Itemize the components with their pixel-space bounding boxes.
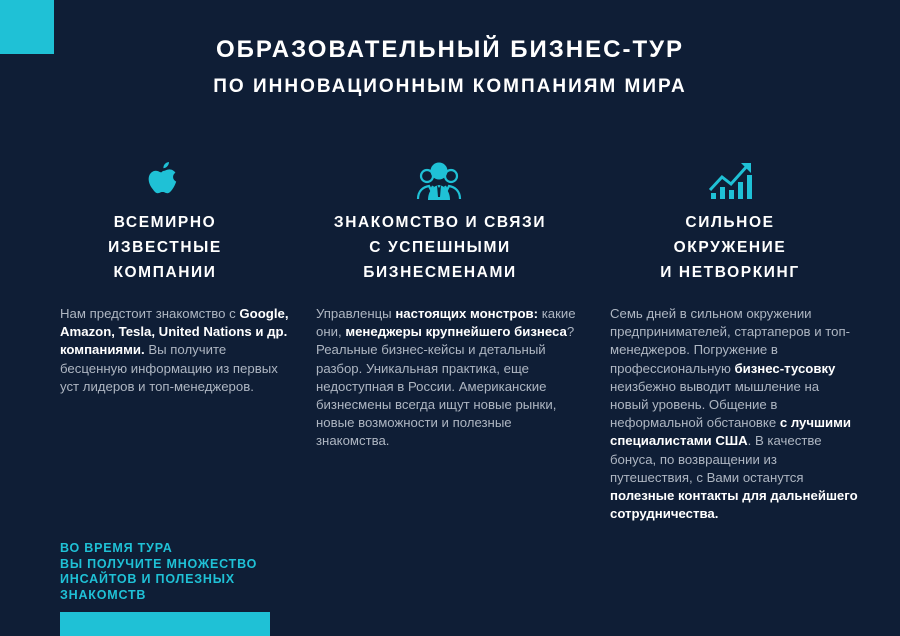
callout-line: ВО ВРЕМЯ ТУРА bbox=[60, 541, 173, 555]
title-line-2: ПО ИННОВАЦИОННЫМ КОМПАНИЯМ МИРА bbox=[213, 76, 687, 97]
column-2-title-line: С УСПЕШНЫМИ bbox=[369, 239, 511, 256]
column-3-title bbox=[630, 210, 830, 285]
body-text: какие они, bbox=[316, 306, 576, 340]
column-1-text bbox=[60, 305, 292, 396]
body-text: Нам предстоит знакомство с bbox=[60, 306, 240, 321]
column-1-title-line: КОМПАНИИ bbox=[113, 264, 217, 281]
body-text: Управленцы bbox=[316, 306, 396, 321]
body-text: Вы получите бесценную информацию из первых уст лидеров и топ-менеджеров. bbox=[60, 342, 278, 394]
column-3-title-line: И НЕТВОРКИНГ bbox=[660, 264, 800, 281]
column-2-title-line: ЗНАКОМСТВО И СВЯЗИ bbox=[333, 214, 547, 231]
emphasis-text: менеджеры крупнейшего бизнеса bbox=[345, 324, 567, 340]
emphasis-text: бизнес-тусовку bbox=[734, 360, 836, 376]
emphasis-text: с лучшими специалистами США bbox=[610, 415, 852, 449]
column-3-title-line: ОКРУЖЕНИЕ bbox=[673, 239, 787, 256]
emphasis-text: настоящих монстров: bbox=[395, 306, 539, 321]
column-2-title bbox=[310, 210, 570, 285]
callout-line: ИНСАЙТОВ И ПОЛЕЗНЫХ bbox=[60, 572, 235, 586]
bottom-accent-bar bbox=[60, 612, 270, 636]
body-text: . В качестве бонуса, по возвращении из путешествия, с Вами останутся bbox=[610, 433, 822, 485]
title-line-1: ОБРАЗОВАТЕЛЬНЫЙ БИЗНЕС-ТУР bbox=[215, 36, 685, 63]
apple-icon bbox=[146, 160, 180, 200]
callout-line: ЗНАКОМСТВ bbox=[60, 587, 147, 602]
column-3-text bbox=[610, 305, 858, 523]
column-3-title-line: СИЛЬНОЕ bbox=[685, 214, 775, 231]
body-text: неизбежно выводит мышление на новый уровень. Общение в неформальной обстановке bbox=[610, 378, 820, 431]
callout-line: ВЫ ПОЛУЧИТЕ МНОЖЕСТВО bbox=[60, 556, 258, 571]
emphasis-text: Google, Amazon, Tesla, United Nations и др. компаниями. bbox=[60, 306, 289, 358]
body-text: Семь дней в сильном окружении предпринимателей, стартаперов и топ-менеджеров. Погружение в профессиональную bbox=[610, 306, 851, 376]
column-1-title-line: ИЗВЕСТНЫЕ bbox=[108, 239, 222, 256]
column-2-text bbox=[316, 305, 582, 451]
people-icon bbox=[414, 159, 464, 201]
page-title bbox=[0, 36, 900, 98]
column-2-title-line: БИЗНЕСМЕНАМИ bbox=[363, 264, 517, 281]
column-1-title-line: ВСЕМИРНО bbox=[113, 214, 217, 231]
body-text: ? Реальные бизнес-кейсы и детальный разбор. Уникальная практика, еще недоступная в России. Американские бизнесмены всегда ищут новые рынки, новые возможности и полезные знакомства. bbox=[316, 324, 575, 449]
emphasis-text: полезные контакты для дальнейшего сотрудничества. bbox=[610, 488, 858, 522]
column-1-title bbox=[75, 210, 255, 285]
growth-chart-icon bbox=[708, 160, 756, 200]
tour-callout bbox=[60, 541, 257, 603]
